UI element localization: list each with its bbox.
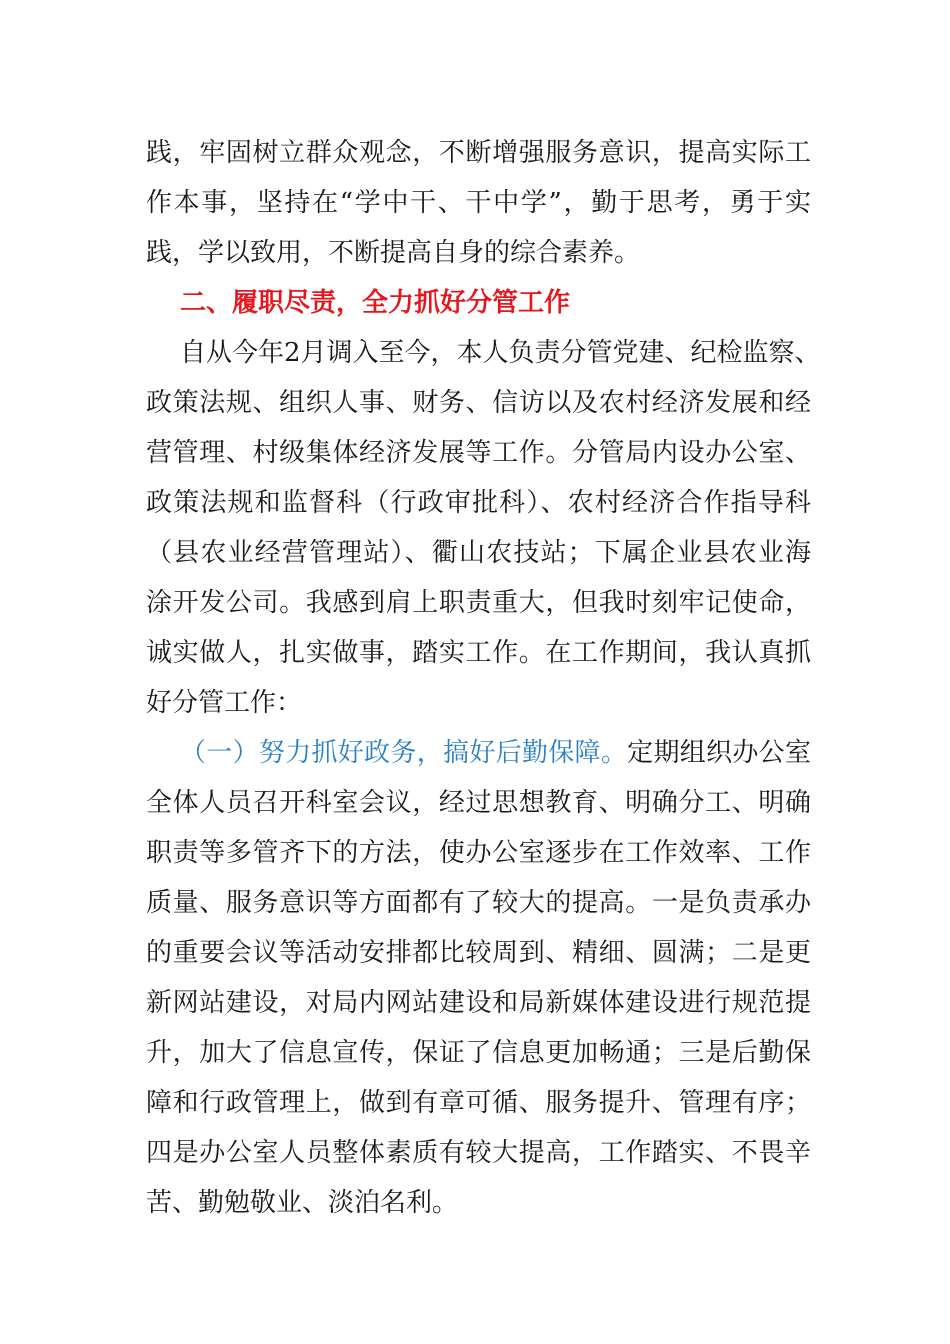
body-line: 涂开发公司。我感到肩上职责重大，但我时刻牢记使命，	[146, 588, 811, 618]
body-line: 诚实做人，扎实做事，踏实工作。在工作期间，我认真抓	[146, 638, 811, 668]
body-line: 质量、服务意识等方面都有了较大的提高。一是负责承办	[146, 888, 811, 918]
body-line: 全体人员召开科室会议，经过思想教育、明确分工、明确	[146, 788, 811, 818]
body-line: 新网站建设，对局内网站建设和局新媒体建设进行规范提	[146, 988, 811, 1018]
section-heading: 二、履职尽责，全力抓好分管工作	[180, 288, 571, 318]
body-line: 践，学以致用，不断提高自身的综合素养。	[146, 238, 641, 268]
body-line: （县农业经营管理站）、衢山农技站；下属企业县农业海	[146, 538, 811, 568]
body-line: 政策法规、组织人事、财务、信访以及农村经济发展和经	[146, 388, 811, 418]
subsection-first-line	[146, 728, 811, 778]
body-line: 的重要会议等活动安排都比较周到、精细、圆满；二是更	[146, 938, 811, 968]
body-line: 营管理、村级集体经济发展等工作。分管局内设办公室、	[146, 438, 811, 468]
body-line: 四是办公室人员整体素质有较大提高，工作踏实、不畏辛	[146, 1138, 811, 1168]
body-line: 践，牢固树立群众观念，不断增强服务意识，提高实际工	[146, 138, 811, 168]
body-line: 好分管工作：	[146, 688, 303, 718]
body-line: 职责等多管齐下的方法，使办公室逐步在工作效率、工作	[146, 838, 811, 868]
body-line: 自从今年2月调入至今，本人负责分管党建、纪检监察、	[180, 338, 821, 368]
body-line: 作本事，坚持在“学中干、干中学”，勤于思考，勇于实	[146, 188, 811, 218]
subsection-first-text: 定期组织办公室	[627, 738, 811, 768]
body-line: 政策法规和监督科（行政审批科）、农村经济合作指导科	[146, 488, 811, 518]
body-line: 升，加大了信息宣传，保证了信息更加畅通；三是后勤保	[146, 1038, 811, 1068]
subsection-heading: （一）努力抓好政务，搞好后勤保障。	[180, 738, 628, 768]
document-body	[146, 128, 821, 1228]
body-line: 苦、勤勉敬业、淡泊名利。	[146, 1188, 459, 1218]
body-line: 障和行政管理上，做到有章可循、服务提升、管理有序；	[146, 1088, 811, 1118]
